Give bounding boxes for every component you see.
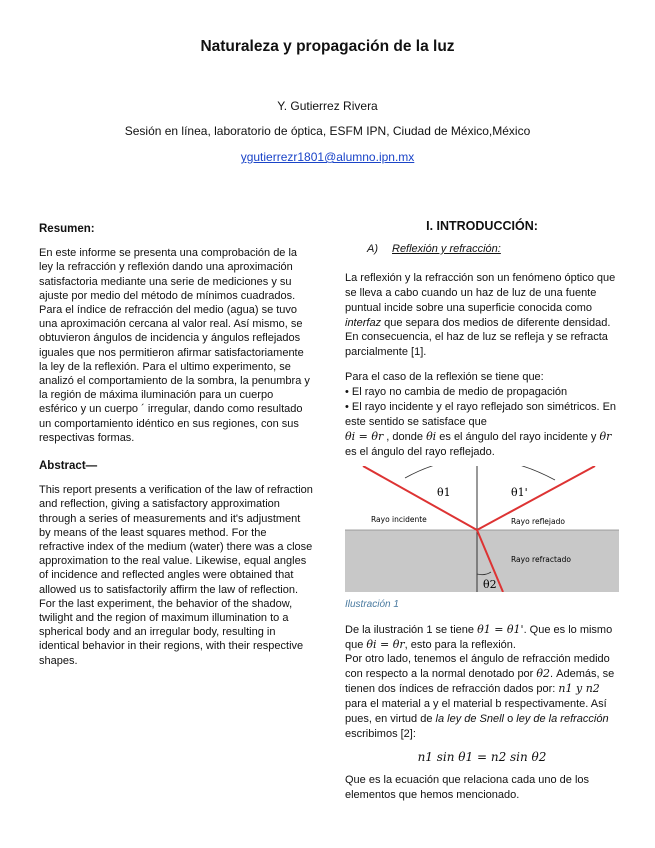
bullet-item: • El rayo incidente y el rayo reflejado son simétricos. En este sentido se satisface que: [345, 400, 619, 430]
label-incident-ray: Rayo incidente: [371, 514, 427, 524]
emphasis: la ley de Snell: [435, 713, 505, 726]
text: De la ilustración 1 se tiene: [345, 623, 475, 636]
text: es el ángulo del rayo reflejado.: [345, 445, 495, 458]
snell-paragraph: [345, 623, 619, 742]
emphasis: ley de la refracción: [516, 713, 609, 726]
equation: n1 y n2: [558, 682, 600, 696]
text: , donde: [386, 430, 423, 443]
text: Por otro lado, tenemos el ángulo de refracción medido con respecto a la normal denotado por: [345, 653, 610, 681]
text: , esto para la reflexión.: [404, 638, 516, 651]
equation: θi = θr: [366, 637, 405, 651]
reflection-block: [345, 370, 619, 459]
intro-text-b: que separa dos medios de diferente densidad. En consecuencia, el haz de luz se refleja y se refracta parcialmente [1].: [345, 316, 611, 359]
reflection-refraction-figure: [345, 466, 619, 592]
affiliation: Sesión en línea, laboratorio de óptica, ESFM IPN, Ciudad de México,México: [124, 124, 531, 138]
equation: θ2: [536, 667, 551, 681]
text: para el material a y el material b respectivamente. Así pues, en virtud de: [345, 698, 607, 726]
intro-paragraph: [345, 271, 619, 360]
intro-emphasis: interfaz: [345, 316, 382, 329]
subsection-letter: A): [367, 242, 378, 255]
abstract-heading: Abstract—: [39, 460, 98, 473]
figure-caption: Ilustración 1: [345, 598, 399, 610]
theta-r: θr: [599, 429, 612, 443]
resumen-text: En este informe se presenta una comprobación de la ley la refracción y reflexión dando una aproximación satisfactoria mediante una serie de mediciones y su ajuste por medio del método de mínimos cuadrados. Para el índice de refracción del medio (agua) se tuvo una aproximación cercana al valor real. Así mismo, se obtuvieron ángulos de incidencia y ángulos reflejados iguales que nos permitieron afirmar satisfactoriamente la ley de la reflexión. Para el ultimo experimento, se analizó el comportamiento de la sombra, la penumbra y la región de máxima iluminación para un cuerpo esférico y un cuerpo ´ irregular, dando como resultado un comportamiento idéntico en sus regiones, con sus respectivas formas.: [39, 247, 310, 444]
left-column: [39, 222, 313, 678]
snell-equation: n1 sin θ1 = n2 sin θ2: [417, 749, 547, 764]
closing-paragraph: Que es la ecuación que relaciona cada uno de los elementos que hemos mencionado.: [345, 773, 590, 801]
reflection-intro: Para el caso de la reflexión se tiene que:: [345, 371, 544, 384]
text: . Además, se tienen dos índices de refracción dados por:: [345, 668, 615, 696]
label-theta1-prime: θ1': [511, 485, 528, 499]
right-column: [345, 219, 619, 813]
text: es el ángulo del rayo incidente y: [439, 430, 597, 443]
intro-heading: I. INTRODUCCIÓN:: [426, 219, 538, 233]
label-theta1: θ1: [437, 485, 451, 499]
label-reflected-ray: Rayo reflejado: [511, 516, 565, 526]
bullet-item: • El rayo no cambia de medio de propagación: [345, 385, 619, 400]
medium-lower: [345, 530, 619, 592]
abstract-text: This report presents a verification of the law of refraction and reflection, giving a satisfactory approximation through a series of measurements and it's adjustment by means of the least squares method. For the refractive index of the medium (water) there was a close approximation to the real value. Likewise, equal angles of incidence and reflected angles were obtained that allowed us to satisfactorily affirm the law of reflection. For the last experiment, the behavior of the shadow, twilight and the region of maximum illumination to a spherical body and an irregular body, resulting in identical behavior in their regions, with their respective shapes.: [39, 484, 313, 667]
author-name: Y. Gutierrez Rivera: [277, 99, 378, 113]
intro-text-a: La reflexión y la refracción son un fenómeno óptico que se lleva a cabo cuando un haz de luz de una fuente puntual incide sobre una superficie conocida como: [345, 271, 616, 314]
resumen-heading: Resumen:: [39, 223, 95, 235]
equation-reflection: θi = θr: [345, 429, 384, 443]
email-link[interactable]: ygutierrezr1801@alumno.ipn.mx: [240, 150, 415, 164]
text: o: [507, 713, 514, 726]
email-line: [0, 150, 655, 164]
paper-title: Naturaleza y propagación de la luz: [200, 38, 455, 55]
text: escribimos [2]:: [345, 727, 416, 740]
reflection-condition: [345, 430, 619, 460]
equation: θ1 = θ1': [477, 622, 524, 636]
label-refracted-ray: Rayo refractado: [511, 554, 571, 564]
label-theta2: θ2: [483, 577, 497, 591]
text: . Que es lo mismo que: [345, 623, 613, 651]
subsection-label: Reflexión y refracción:: [392, 242, 501, 255]
subsection-heading: [367, 242, 619, 257]
theta-i: θi: [426, 429, 437, 443]
